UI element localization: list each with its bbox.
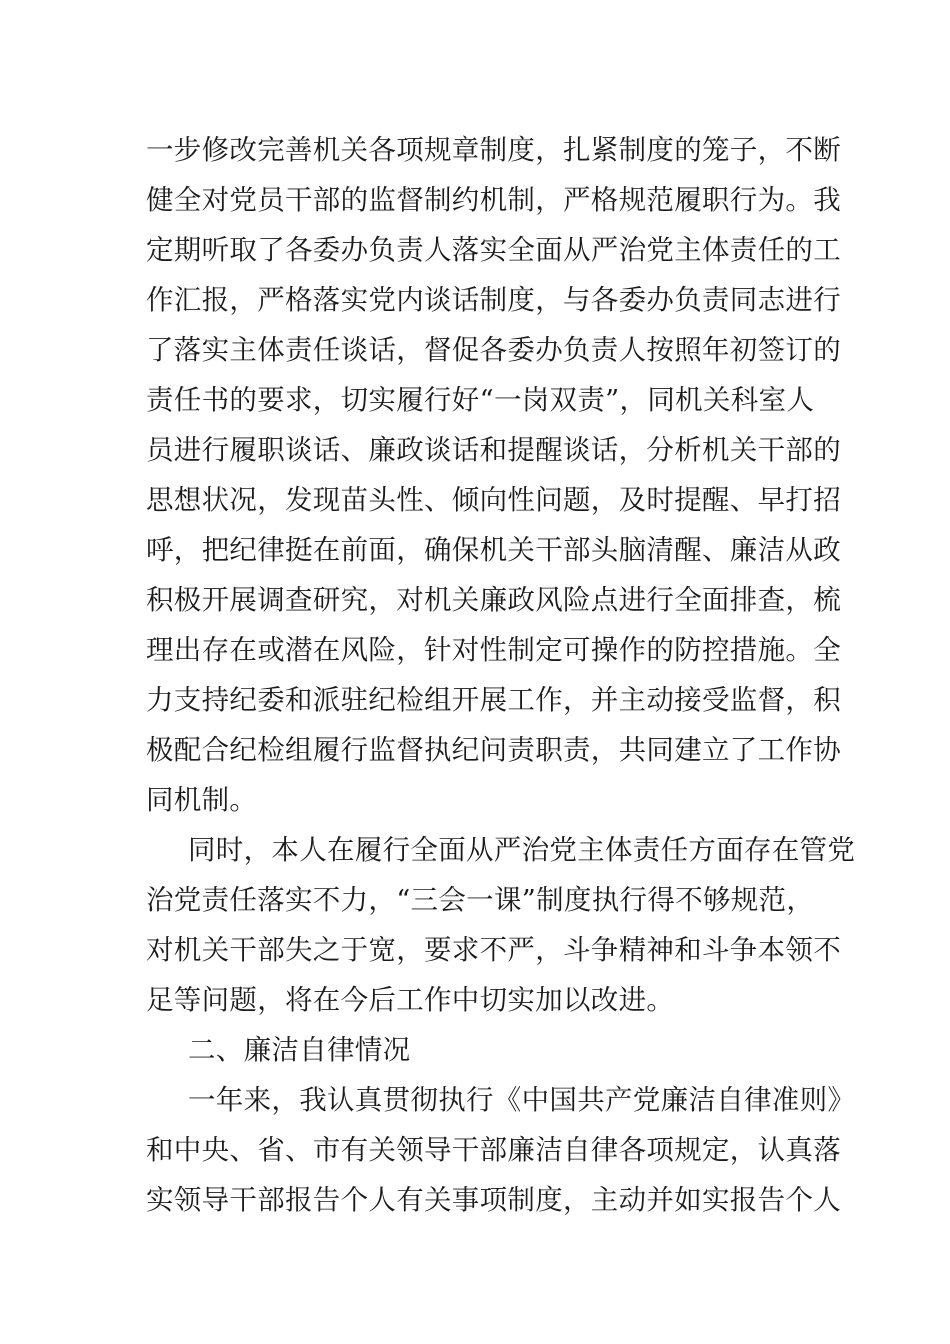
text-line: 了落实主体责任谈话，督促各委办负责人按照年初签订的 bbox=[146, 334, 841, 366]
text-line: 同机制。 bbox=[146, 784, 258, 816]
text-line: 理出存在或潜在风险，针对性制定可操作的防控措施。全 bbox=[146, 634, 841, 666]
text-line: 和中央、省、市有关领导干部廉洁自律各项规定，认真落 bbox=[146, 1134, 841, 1166]
paragraph-first-line: 同时，本人在履行全面从严治党主体责任方面存在管党 bbox=[188, 834, 856, 866]
text-line: 呼，把纪律挺在前面，确保机关干部头脑清醒、廉洁从政 bbox=[146, 534, 841, 566]
text-line: 员进行履职谈话、廉政谈话和提醒谈话，分析机关干部的 bbox=[146, 434, 841, 466]
text-line: 足等问题，将在今后工作中切实加以改进。 bbox=[146, 984, 675, 1016]
text-line: 定期听取了各委办负责人落实全面从严治党主体责任的工 bbox=[146, 234, 841, 266]
text-line: 一步修改完善机关各项规章制度，扎紧制度的笼子，不断 bbox=[146, 134, 841, 166]
text-line: 责任书的要求，切实履行好“一岗双责”，同机关科室人 bbox=[146, 384, 815, 416]
text-line: 实领导干部报告个人有关事项制度，主动并如实报告个人 bbox=[146, 1184, 841, 1216]
text-line: 积极开展调查研究，对机关廉政风险点进行全面排查，梳 bbox=[146, 584, 841, 616]
text-line: 极配合纪检组履行监督执纪问责职责，共同建立了工作协 bbox=[146, 734, 841, 766]
text-line: 健全对党员干部的监督制约机制，严格规范履职行为。我 bbox=[146, 184, 841, 216]
text-line: 对机关干部失之于宽，要求不严，斗争精神和斗争本领不 bbox=[146, 934, 841, 966]
paragraph-first-line: 一年来，我认真贯彻执行《中国共产党廉洁自律准则》 bbox=[188, 1084, 856, 1116]
text-line: 治党责任落实不力，“三会一课”制度执行得不够规范， bbox=[146, 884, 815, 916]
text-line: 作汇报，严格落实党内谈话制度，与各委办负责同志进行 bbox=[146, 284, 841, 316]
section-heading: 二、廉洁自律情况 bbox=[188, 1034, 411, 1066]
text-line: 思想状况，发现苗头性、倾向性问题，及时提醒、早打招 bbox=[146, 484, 841, 516]
text-line: 力支持纪委和派驻纪检组开展工作，并主动接受监督，积 bbox=[146, 684, 841, 716]
